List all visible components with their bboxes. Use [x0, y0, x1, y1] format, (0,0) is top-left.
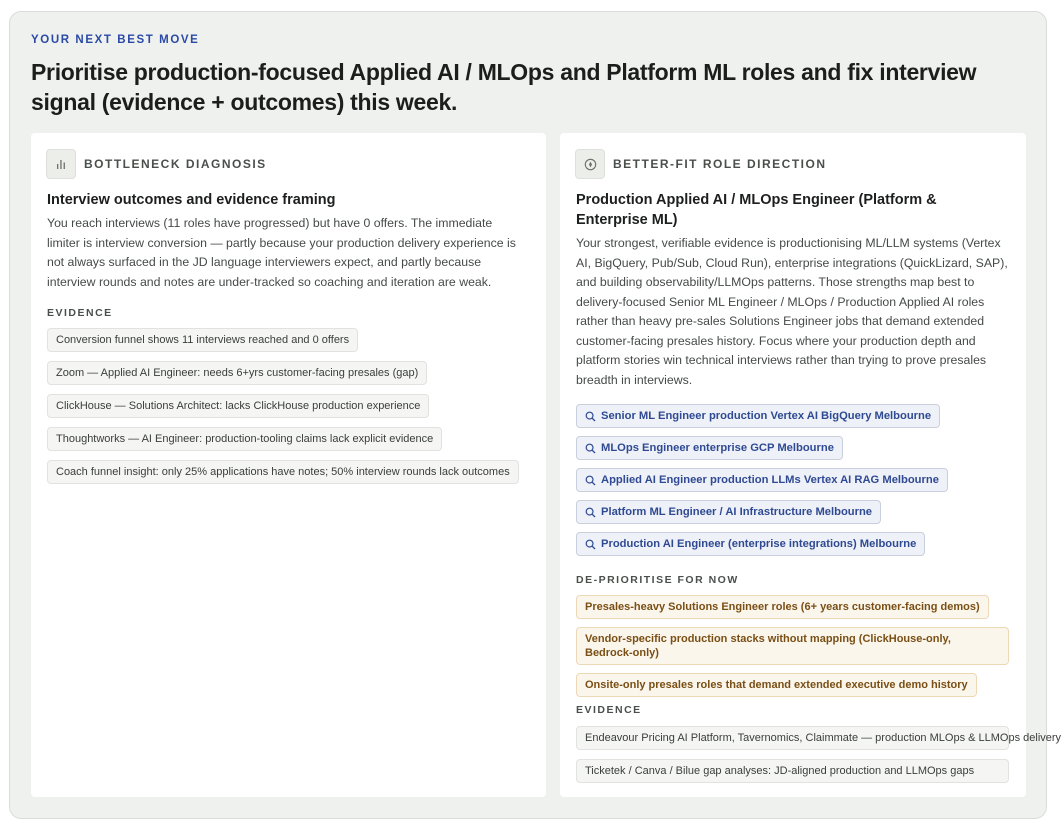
- diagnosis-body: You reach interviews (11 roles have progressed) but have 0 offers. The immediate limiter is interview conversion — partly because your production delivery experience is not always surfaced in the JD language interviewers expect, and partly because interview rounds and notes are under-tracked so coaching and iteration are weak.: [47, 216, 516, 289]
- direction-body: Your strongest, verifiable evidence is productionising ML/LLM systems (Vertex AI, BigQuery, Pub/Sub, Cloud Run), enterprise integrations (QuickLizard, SAP), and building observability/LLMOps patterns. Those strengths map best to delivery-focused Senior ML Engineer / MLOps / Production Applied AI roles rather than heavy pre-sales Solutions Engineer jobs that demand extended customer-facing presales history. Focus where your production depth and platform stories win technical interviews rather than trying to prove presales breadth in interviews.: [576, 236, 1008, 387]
- search-suggestion-chip[interactable]: [576, 500, 881, 524]
- search-icon: [585, 539, 596, 550]
- search-icon: [585, 475, 596, 486]
- card-title: BOTTLENECK DIAGNOSIS: [84, 157, 267, 171]
- better-fit-role-card: [560, 133, 1061, 797]
- diagnosis-heading: Interview outcomes and evidence framing: [47, 192, 336, 208]
- search-icon: [585, 443, 596, 454]
- evidence-chip: ClickHouse — Solutions Architect: lacks ClickHouse production experience: [47, 394, 429, 418]
- bottleneck-diagnosis-card: [31, 133, 546, 797]
- evidence-chip: Conversion funnel shows 11 interviews reached and 0 offers: [47, 328, 358, 352]
- card-header: [575, 149, 827, 179]
- deprioritise-list: [576, 595, 1009, 697]
- evidence-chip: Ticketek / Canva / Bilue gap analyses: JD-aligned production and LLMOps gaps: [576, 759, 1009, 783]
- eyebrow-label: YOUR NEXT BEST MOVE: [31, 34, 200, 46]
- evidence-label: EVIDENCE: [576, 704, 642, 716]
- next-best-move-panel: [9, 11, 1061, 819]
- search-suggestion-chip[interactable]: [576, 468, 948, 492]
- evidence-list: [576, 726, 1061, 783]
- search-suggestion-label: MLOps Engineer enterprise GCP Melbourne: [601, 442, 834, 454]
- evidence-chip: Zoom — Applied AI Engineer: needs 6+yrs customer-facing presales (gap): [47, 361, 427, 385]
- evidence-chip: Thoughtworks — AI Engineer: production-tooling claims lack explicit evidence: [47, 427, 442, 451]
- direction-heading: Production Applied AI / MLOps Engineer (Platform & Enterprise ML): [576, 192, 937, 228]
- search-suggestion-chip[interactable]: [576, 532, 925, 556]
- deprioritise-chip: Onsite-only presales roles that demand extended executive demo history: [576, 673, 977, 697]
- page-title: Prioritise production-focused Applied AI / MLOps and Platform ML roles and fix interview signal (evidence + outcomes) this week.: [31, 59, 977, 115]
- search-suggestion-label: Platform ML Engineer / AI Infrastructure Melbourne: [601, 506, 873, 518]
- evidence-label: EVIDENCE: [47, 307, 113, 319]
- deprioritise-chip: Vendor-specific production stacks without mapping (ClickHouse-only, Bedrock-only): [576, 627, 1009, 665]
- evidence-chip: Coach funnel insight: only 25% applications have notes; 50% interview rounds lack outcomes: [47, 460, 519, 484]
- bar-chart-icon: [46, 149, 76, 179]
- card-title: BETTER-FIT ROLE DIRECTION: [613, 157, 827, 171]
- card-header: [46, 149, 267, 179]
- evidence-list: [47, 328, 531, 484]
- search-suggestion-label: Production AI Engineer (enterprise integrations) Melbourne: [601, 538, 917, 550]
- evidence-chip: Endeavour Pricing AI Platform, Tavernomics, Claimmate — production MLOps & LLMOps delivery: [576, 726, 1009, 750]
- search-suggestions: [576, 404, 948, 556]
- search-suggestion-chip[interactable]: [576, 404, 940, 428]
- deprioritise-label: DE-PRIORITISE FOR NOW: [576, 574, 739, 586]
- search-suggestion-chip[interactable]: [576, 436, 843, 460]
- search-suggestion-label: Senior ML Engineer production Vertex AI BigQuery Melbourne: [601, 410, 932, 422]
- compass-icon: [575, 149, 605, 179]
- search-icon: [585, 507, 596, 518]
- deprioritise-chip: Presales-heavy Solutions Engineer roles (6+ years customer-facing demos): [576, 595, 989, 619]
- search-suggestion-label: Applied AI Engineer production LLMs Vertex AI RAG Melbourne: [601, 474, 939, 486]
- search-icon: [585, 411, 596, 422]
